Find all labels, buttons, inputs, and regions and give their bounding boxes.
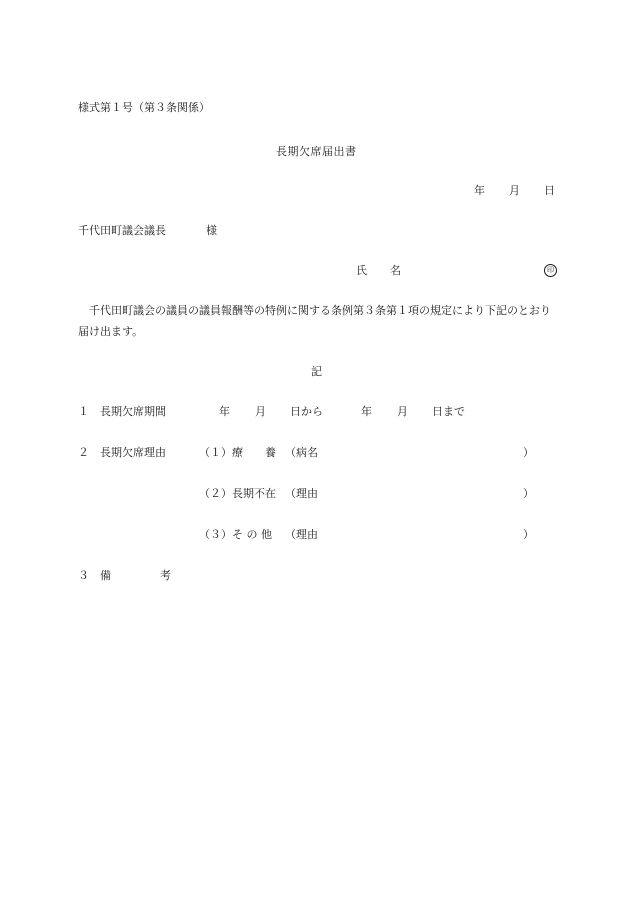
reason1-paren-open: （病名 (285, 446, 318, 459)
item1-to-month: 月 (397, 405, 408, 418)
item1-label: 長期欠席期間 (100, 405, 166, 418)
item1-from-day: 日から (290, 405, 323, 418)
reason3-paren-open: （理由 (285, 528, 318, 541)
reason2-number: （２） (199, 487, 232, 500)
seal-mark: 印 (544, 264, 557, 277)
date-month: 月 (509, 184, 520, 197)
item1-from-month: 月 (255, 405, 266, 418)
date-year: 年 (474, 184, 485, 197)
signer-label-mei: 名 (390, 264, 401, 277)
reason3-paren-close: ） (523, 528, 534, 541)
body-paragraph (78, 300, 558, 342)
item2-label: 長期欠席理由 (100, 446, 166, 459)
reason2-type: 長期不在 (232, 487, 276, 500)
item3-label-b: 考 (160, 569, 171, 582)
reason2-paren-open: （理由 (285, 487, 318, 500)
reason2-paren-close: ） (523, 487, 534, 500)
ki-heading: 記 (311, 365, 322, 378)
form-label: 様式第１号（第３条関係） (78, 101, 210, 114)
item2-number: ２ (78, 446, 89, 459)
addressee-name: 千代田町議会議長 (78, 224, 166, 237)
item1-number: １ (78, 405, 89, 418)
signer-label-shi: 氏 (356, 264, 367, 277)
item1-from-year: 年 (219, 405, 230, 418)
item3-label-a: 備 (100, 569, 111, 582)
document-title: 長期欠席届出書 (276, 145, 357, 158)
reason1-number: （１） (199, 446, 232, 459)
item3-number: ３ (78, 569, 89, 582)
addressee-honorific: 様 (206, 224, 217, 237)
reason1-type: 療 養 (232, 446, 276, 459)
date-day: 日 (544, 184, 555, 197)
reason3-number: （３） (199, 528, 232, 541)
body-text: 千代田町議会の議員の議員報酬等の特例に関する条例第３条第１項の規定により下記のとおり届け出ます。 (78, 304, 551, 338)
reason1-paren-close: ） (523, 446, 534, 459)
item1-to-day: 日まで (432, 405, 465, 418)
item1-to-year: 年 (361, 405, 372, 418)
reason3-type: そ の 他 (232, 528, 272, 541)
